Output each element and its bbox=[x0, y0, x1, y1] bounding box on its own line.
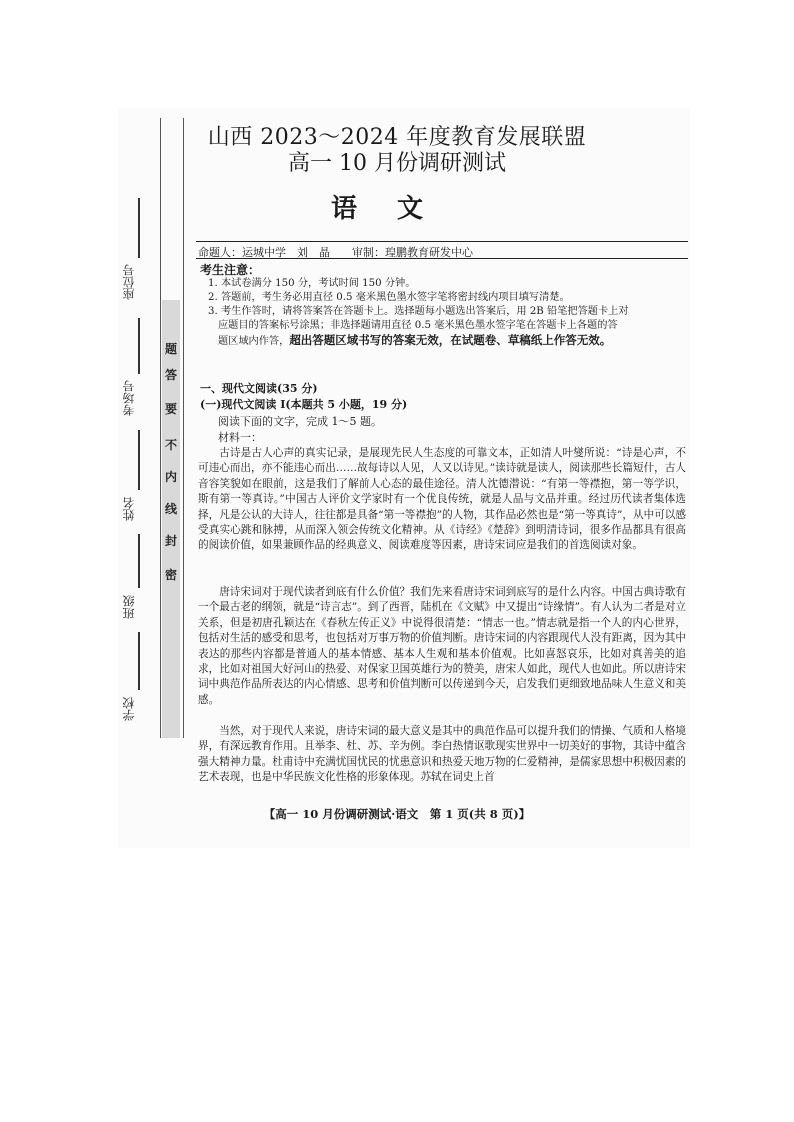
name-line bbox=[138, 430, 140, 490]
notice-item-3: 3. 考生作答时，请将答案答在答题卡上。选择题每小题选出答案后，用 2B 铅笔把答题卡上对 bbox=[208, 306, 629, 317]
sub-section-title: (一)现代文阅读 Ⅰ(本题共 5 小题，19 分) bbox=[200, 398, 408, 411]
seal-word: 不 bbox=[164, 438, 177, 452]
notice-item-3-plain: 题区域内作答， bbox=[218, 336, 290, 347]
exam-room-label: 考场号 bbox=[122, 380, 136, 416]
instruction-text: 阅读下面的文字，完成 1～5 题。 bbox=[218, 415, 382, 428]
seal-word: 题 bbox=[164, 342, 177, 356]
paragraph-1: 古诗是古人心声的真实记录，是展现先民人生态度的可靠文本，正如清人叶燮所说：“诗是心声，不可违心而出，亦不能违心而出……故每诗以人见，人又以诗见。”读诗就是读人，阅读那些长篇短什，古人音容笑貌如在眼前，这是我们了解前人心态的最佳途径。清人沈德潜说：“有第一等襟抱，第一等学识，斯有第一等真诗。”中国古人评价文学家时有一个优良传统，就是人品与文品并重。经过历代读者集体选择，凡是公认的大诗人，往往都是具备“第一等襟抱”的人物，其作品必然也是“第一等真诗”，从中可以感受真实心跳和脉搏，从而深入领会传统文化精神。从《诗经》《楚辞》到明清诗词，很多作品都具有很高的阅读价值，如果兼顾作品的经典意义、阅读难度等因素，唐诗宋词应是我们的首选阅读对象。 bbox=[198, 447, 686, 552]
seal-word: 内 bbox=[164, 470, 177, 484]
seal-word: 封 bbox=[164, 534, 177, 548]
class-label: 班级 bbox=[122, 595, 136, 619]
seat-number-label: 座位号 bbox=[122, 264, 136, 300]
notice-item-3-bold: 超出答题区域书写的答案无效，在试题卷、草稿纸上作答无效。 bbox=[289, 333, 612, 347]
school-label: 学校 bbox=[122, 697, 136, 721]
exam-title: 山西 2023～2024 年度教育发展联盟 bbox=[207, 125, 587, 150]
seal-word: 线 bbox=[164, 502, 177, 516]
paragraph-2: 唐诗宋词对于现代读者到底有什么价值？我们先来看唐诗宋词到底写的是什么内容。中国古典诗歌有一个最古老的纲领，就是“诗言志”。到了西晋，陆机在《文赋》中又提出“诗缘情”。有人认为二者是对立关系，但是初唐孔颖达在《春秋左传正义》中说得很清楚：“情志一也。”情志就是指一个人的内心世界，包括对生活的感受和思考，也包括对万事万物的价值判断。唐诗宋词的内容跟现代人没有距离，因为其中表达的那些内容都是普通人的基本情感、基本人生观和基本价值观。比如喜怒哀乐，比如对真善美的追求，比如对祖国大好河山的热爱、对保家卫国英雄行为的赞美，唐宋人如此，现代人也如此。所以唐诗宋词中典范作品所表达的内心情感、思考和价值判断可以传递到今天，启发我们更细致地品味人生意义和美感。 bbox=[198, 586, 686, 706]
part-title: 一、现代文阅读(35 分) bbox=[200, 382, 318, 395]
notice-item-1: 1. 本试卷满分 150 分，考试时间 150 分钟。 bbox=[208, 278, 416, 289]
notice-heading: 考生注意： bbox=[200, 263, 261, 277]
school-line bbox=[138, 632, 140, 690]
notice-item-2: 2. 答题前，考生务必用直径 0.5 毫米黑色墨水签字笔将密封线内项目填写清楚。 bbox=[208, 292, 570, 303]
name-label: 姓名 bbox=[122, 497, 136, 521]
header-rule-2 bbox=[196, 258, 688, 259]
notice-item-3-cont: 应题目的答案标号涂黑；非选择题请用直径 0.5 毫米黑色墨水签字笔在答题卡上各题的答 bbox=[218, 320, 618, 331]
material-label: 材料一： bbox=[218, 431, 262, 444]
seal-word: 密 bbox=[164, 568, 177, 582]
page-footer: 【高一 10 月份调研测试·语文 第 1 页(共 8 页)】 bbox=[263, 807, 531, 821]
paragraph-3: 当然，对于现代人来说，唐诗宋词的最大意义是其中的典范作品可以提升我们的情操、气质和人格境界，有深远教育作用。且举李、杜、苏、辛为例。李白热情讴歌现实世界中一切美好的事物，其诗中蕴含强大精神力量。杜甫诗中充满忧国忧民的忧患意识和热爱天地万物的仁爱精神，是儒家思想中积极因素的艺术表现，也是中华民族文化性格的形象体现。苏轼在词史上首 bbox=[198, 725, 686, 784]
exam-room-line bbox=[138, 318, 140, 374]
notice-item-3-cont2 bbox=[218, 333, 696, 349]
class-line bbox=[138, 534, 140, 588]
author-line: 命题人：运城中学 刘 晶 审制：瑝鹏教育研发中心 bbox=[198, 246, 473, 259]
header-rule bbox=[196, 241, 688, 242]
subject-title: 语文 bbox=[330, 194, 463, 224]
exam-subtitle: 高一 10 月份调研测试 bbox=[288, 151, 506, 176]
seal-word: 答 bbox=[164, 368, 177, 382]
seal-word: 要 bbox=[164, 402, 177, 416]
